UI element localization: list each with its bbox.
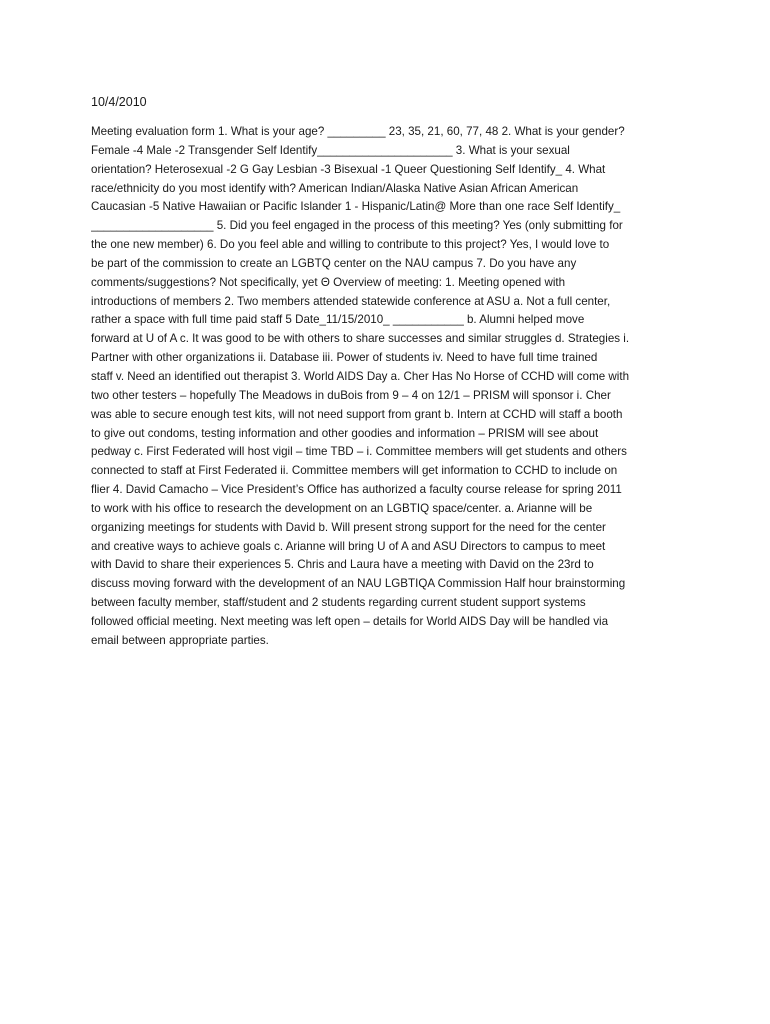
- text-line: to give out condoms, testing information and other goodies and information – PRISM will see about: [91, 426, 599, 440]
- text-line: to work with his office to research the development on an LGBTIQ space/center. a. Arianne will be: [91, 501, 593, 515]
- text-line: staff v. Need an identified out therapist 3. World AIDS Day a. Cher Has No Horse of CCHD will come with: [91, 369, 630, 383]
- text-line: and creative ways to achieve goals c. Arianne will bring U of A and ASU Directors to campus to meet: [91, 539, 606, 553]
- text-line: orientation? Heterosexual -2 G Gay Lesbian -3 Bisexual -1 Queer Questioning Self Identify_ 4. What: [91, 162, 606, 176]
- text-line: pedway c. First Federated will host vigil – time TBD – i. Committee members will get students and others: [91, 445, 627, 459]
- text-line: followed official meeting. Next meeting was left open – details for World AIDS Day will be handled via: [91, 614, 609, 628]
- text-line: comments/suggestions? Not specifically, yet Θ Overview of meeting: 1. Meeting opened with: [91, 275, 566, 289]
- text-line: was able to secure enough test kits, will not need support from grant b. Intern at CCHD will staff a booth: [91, 407, 623, 421]
- text-line: introductions of members 2. Two members attended statewide conference at ASU a. Not a full center,: [91, 294, 611, 308]
- text-line: the one new member) 6. Do you feel able and willing to contribute to this project? Yes, I would love to: [91, 238, 610, 252]
- text-line: be part of the commission to create an LGBTQ center on the NAU campus 7. Do you have any: [91, 256, 577, 270]
- text-line: Meeting evaluation form 1. What is your age? _________ 23, 35, 21, 60, 77, 48 2. What is your gender?: [91, 125, 625, 138]
- text-line: Caucasian -5 Native Hawaiian or Pacific Islander 1 - Hispanic/Latin@ More than one race Self Identify_: [91, 200, 621, 214]
- text-line: discuss moving forward with the development of an NAU LGBTIQA Commission Half hour brainstorming: [91, 577, 626, 591]
- text-line: flier 4. David Camacho – Vice President’s Office has authorized a faculty course release for spring 2011: [91, 483, 622, 497]
- text-line: two other testers – hopefully The Meadows in duBois from 9 – 4 on 12/1 – PRISM will sponsor i. Cher: [91, 388, 611, 402]
- text-line: email between appropriate parties.: [91, 633, 269, 647]
- text-line: with David to share their experiences 5. Chris and Laura have a meeting with David on the 23rd to: [91, 558, 594, 572]
- text-line: ___________________ 5. Did you feel engaged in the process of this meeting? Yes (only submitting for: [91, 219, 623, 233]
- text-line: Partner with other organizations ii. Database iii. Power of students iv. Need to have full time trained: [91, 351, 598, 365]
- text-line: Female -4 Male -2 Transgender Self Identify_____________________ 3. What is your sexual: [91, 143, 570, 157]
- meeting-notes-body: [91, 123, 691, 651]
- document-date: 10/4/2010: [91, 95, 147, 109]
- text-line: forward at U of A c. It was good to be with others to share successes and similar struggles d. Strategies i.: [91, 332, 630, 346]
- text-line: rather a space with full time paid staff 5 Date_11/15/2010_ ___________ b. Alumni helped move: [91, 313, 585, 327]
- text-line: organizing meetings for students with David b. Will present strong support for the need for the center: [91, 520, 606, 534]
- text-line: connected to staff at First Federated ii. Committee members will get information to CCHD to include on: [91, 464, 618, 478]
- text-line: between faculty member, staff/student and 2 students regarding current student support systems: [91, 596, 586, 610]
- text-line: race/ethnicity do you most identify with? American Indian/Alaska Native Asian African American: [91, 181, 579, 195]
